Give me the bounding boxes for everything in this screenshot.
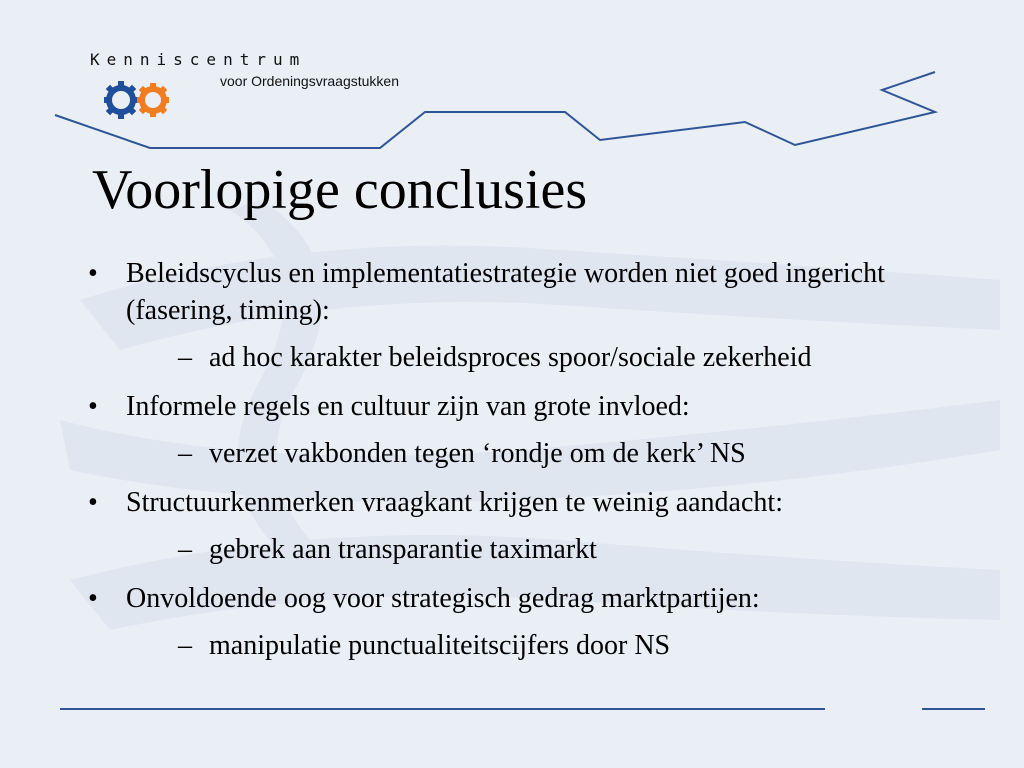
brand-name: Kenniscentrum [90, 50, 307, 69]
bullet-text: Informele regels en cultuur zijn van grote invloed: [126, 391, 690, 422]
sub-bullet-text: manipulatie punctualiteitscijfers door NS [209, 630, 671, 661]
brand-subtitle: voor Ordeningsvraagstukken [220, 73, 399, 89]
bullet-marker: • [88, 258, 98, 289]
bullet-marker: • [88, 487, 98, 518]
bullet-text: Onvoldoende oog voor strategisch gedrag marktpartijen: [126, 583, 760, 614]
sub-bullet-item [126, 531, 988, 568]
bullet-marker: • [88, 583, 98, 614]
slide-title: Voorlopige conclusies [92, 159, 588, 221]
bullet-marker: • [88, 391, 98, 422]
bullet-item [88, 388, 988, 472]
footer-divider-short [922, 708, 985, 710]
sub-bullet-text: ad hoc karakter beleidsproces spoor/sociale zekerheid [209, 342, 812, 373]
bullet-item [88, 484, 988, 568]
bullet-list [88, 255, 988, 676]
sub-bullet-text: verzet vakbonden tegen ‘rondje om de kerk’ NS [209, 438, 746, 469]
bullet-item [88, 255, 988, 376]
sub-bullet-item [126, 339, 988, 376]
dash-marker: – [178, 342, 192, 373]
bullet-text: Beleidscyclus en implementatiestrategie worden niet goed ingericht (fasering, timing): [126, 258, 885, 326]
sub-bullet-item [126, 435, 988, 472]
footer-divider-long [60, 708, 825, 710]
dash-marker: – [178, 438, 192, 469]
sub-bullet-text: gebrek aan transparantie taximarkt [209, 534, 597, 565]
sub-bullet-item [126, 627, 988, 664]
dash-marker: – [178, 630, 192, 661]
dash-marker: – [178, 534, 192, 565]
bullet-text: Structuurkenmerken vraagkant krijgen te weinig aandacht: [126, 487, 783, 518]
gears-logo-icon [100, 80, 176, 120]
bullet-item [88, 580, 988, 664]
